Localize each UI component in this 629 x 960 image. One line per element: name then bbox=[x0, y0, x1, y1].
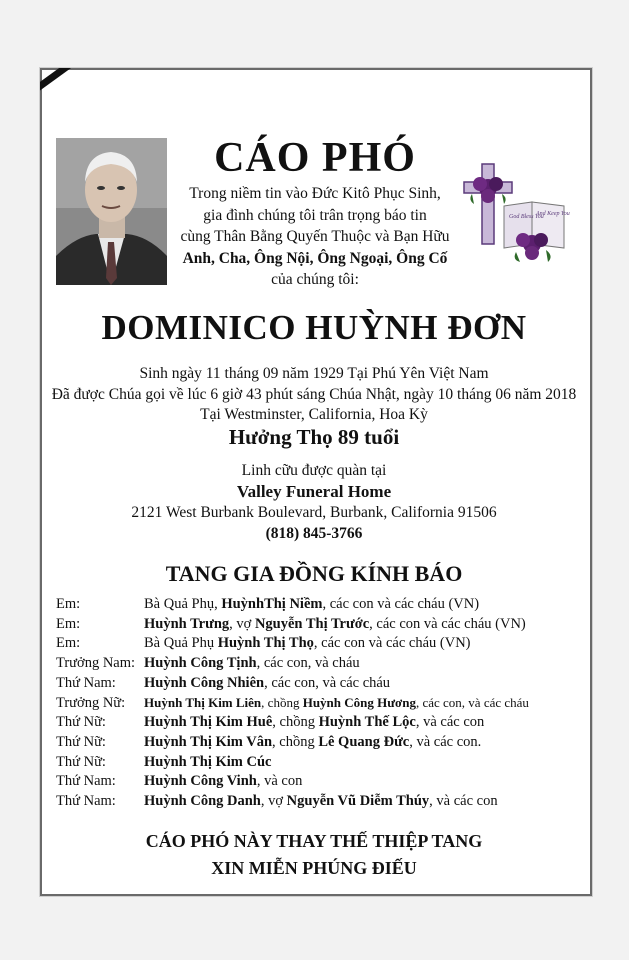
family-relation: Trưởng Nam: bbox=[56, 655, 136, 672]
family-members bbox=[144, 695, 529, 710]
family-members bbox=[144, 714, 484, 730]
footer-notice bbox=[40, 828, 588, 882]
svg-text:God Bless You: God Bless You bbox=[509, 214, 544, 220]
family-member-name: Huỳnh Công Danh bbox=[144, 792, 261, 809]
family-member-text: , chồng bbox=[272, 714, 319, 731]
family-row bbox=[56, 753, 586, 773]
family-members bbox=[144, 596, 479, 612]
family-members bbox=[144, 655, 360, 671]
family-member-text: , các con và các cháu (VN) bbox=[369, 615, 526, 632]
flower-icon bbox=[515, 233, 551, 262]
family-row bbox=[56, 615, 586, 635]
birth-line: Sinh ngày 11 tháng 09 năm 1929 Tại Phú Yên Việt Nam bbox=[139, 365, 489, 382]
family-member-name: Huỳnh Công Hương bbox=[302, 695, 416, 711]
family-relation: Thứ Nữ: bbox=[56, 714, 106, 731]
deceased-bio bbox=[40, 364, 588, 426]
family-member-name: Huỳnh Thị Kim Huê bbox=[144, 714, 273, 731]
family-row bbox=[56, 595, 586, 615]
family-member-text: , và các con bbox=[429, 792, 498, 809]
funeral-address: 2121 West Burbank Boulevard, Burbank, California 91506 bbox=[131, 504, 497, 521]
family-member-text: , các con và các cháu (VN) bbox=[322, 596, 480, 612]
funeral-info bbox=[40, 460, 588, 544]
family-row bbox=[56, 713, 586, 733]
family-row bbox=[56, 693, 586, 713]
family-row bbox=[56, 634, 586, 654]
passing-line: Đã được Chúa gọi về lúc 6 giờ 43 phút sáng Chúa Nhật, ngày 10 tháng 06 năm 2018 bbox=[51, 385, 577, 403]
family-member-name: HuỳnhThị Niềm bbox=[221, 596, 323, 612]
deceased-name: DOMINICO HUỲNH ĐƠN bbox=[101, 308, 527, 347]
family-member-text: , chồng bbox=[272, 733, 319, 750]
family-row bbox=[56, 654, 586, 674]
footer-line: XIN MIỄN PHÚNG ĐIẾU bbox=[211, 858, 417, 878]
cross-bible-decoration bbox=[460, 160, 570, 270]
closing-line: của chúng tôi: bbox=[271, 271, 359, 288]
funeral-phone: (818) 845-3766 bbox=[265, 525, 363, 542]
family-members bbox=[144, 734, 481, 750]
mourning-ribbon bbox=[40, 68, 110, 118]
family-members bbox=[144, 773, 302, 789]
page-title: CÁO PHÓ bbox=[214, 135, 416, 181]
family-member-text: , vợ bbox=[229, 615, 255, 632]
family-row bbox=[56, 674, 586, 694]
family-row bbox=[56, 772, 586, 792]
family-member-text: , và các con. bbox=[409, 733, 482, 750]
age-line: Hưởng Thọ 89 tuổi bbox=[228, 425, 400, 449]
family-member-name: Nguyễn Thị Trước bbox=[254, 615, 370, 632]
family-member-name: Huỳnh Thị Kim Liên bbox=[144, 695, 262, 711]
family-list bbox=[56, 595, 586, 812]
svg-text:And Keep You: And Keep You bbox=[536, 211, 570, 217]
footer-line: CÁO PHÓ NÀY THAY THẾ THIỆP TANG bbox=[145, 831, 483, 851]
family-relation: Thứ Nữ: bbox=[56, 753, 106, 770]
family-member-text: , các con, và các cháu bbox=[264, 674, 391, 691]
family-relation: Em: bbox=[56, 615, 81, 632]
intro-line: cùng Thân Bằng Quyến Thuộc và Bạn Hữu bbox=[180, 228, 450, 245]
family-members bbox=[144, 616, 526, 632]
family-member-name: Huỳnh Thị Kim Cúc bbox=[144, 753, 272, 770]
family-member-name: Huỳnh Thế Lộc bbox=[318, 714, 416, 731]
family-relation: Em: bbox=[56, 635, 81, 652]
family-member-name: Nguyễn Vũ Diễm Thúy bbox=[286, 792, 430, 809]
family-member-name: Huỳnh Trưng bbox=[144, 615, 230, 632]
family-row bbox=[56, 733, 586, 753]
intro-text bbox=[165, 183, 465, 291]
family-relation: Thứ Nam: bbox=[56, 792, 116, 809]
family-member-text: Bà Quả Phụ, bbox=[144, 596, 222, 612]
family-relation: Thứ Nữ: bbox=[56, 733, 106, 750]
family-row bbox=[56, 792, 586, 812]
family-relation: Trưởng Nữ: bbox=[56, 695, 126, 712]
family-member-text: , các con và các cháu (VN) bbox=[313, 635, 471, 652]
family-members bbox=[144, 754, 271, 770]
family-member-name: Huỳnh Công Tịnh bbox=[144, 655, 257, 672]
family-member-text: Bà Quả Phụ bbox=[144, 635, 218, 652]
family-members bbox=[144, 793, 498, 809]
family-member-text: , các con, và cháu bbox=[256, 655, 360, 672]
place-line: Tại Westminster, California, Hoa Kỳ bbox=[200, 406, 428, 423]
intro-line: gia đình chúng tôi trân trọng báo tin bbox=[203, 206, 427, 224]
family-heading: TANG GIA ĐỒNG KÍNH BÁO bbox=[165, 561, 463, 586]
family-members bbox=[144, 675, 390, 691]
family-member-name: Huỳnh Công Vinh bbox=[144, 773, 257, 790]
family-relation: Em: bbox=[56, 596, 81, 612]
intro-line: Trong niềm tin vào Đức Kitô Phục Sinh, bbox=[189, 185, 441, 202]
family-member-name: Huỳnh Thị Kim Vân bbox=[144, 733, 273, 750]
family-members bbox=[144, 635, 471, 651]
family-member-text: , các con, và các cháu bbox=[415, 695, 529, 711]
family-member-text: , và con bbox=[256, 773, 303, 790]
family-relation: Thứ Nam: bbox=[56, 773, 116, 790]
family-relation: Thứ Nam: bbox=[56, 674, 116, 691]
family-member-text: , vợ bbox=[260, 792, 287, 809]
funeral-label: Linh cữu được quàn tại bbox=[241, 462, 387, 479]
family-member-name: Lê Quang Đức bbox=[318, 733, 410, 750]
funeral-home-name: Valley Funeral Home bbox=[236, 482, 392, 501]
family-member-text: , và các con bbox=[415, 714, 485, 731]
relations-line: Anh, Cha, Ông Nội, Ông Ngoại, Ông Cố bbox=[182, 249, 448, 267]
portrait-photo bbox=[56, 138, 167, 285]
family-member-name: Huỳnh Thị Thọ bbox=[217, 635, 314, 652]
family-member-text: , chồng bbox=[261, 695, 303, 711]
family-member-name: Huỳnh Công Nhiên bbox=[144, 674, 265, 691]
